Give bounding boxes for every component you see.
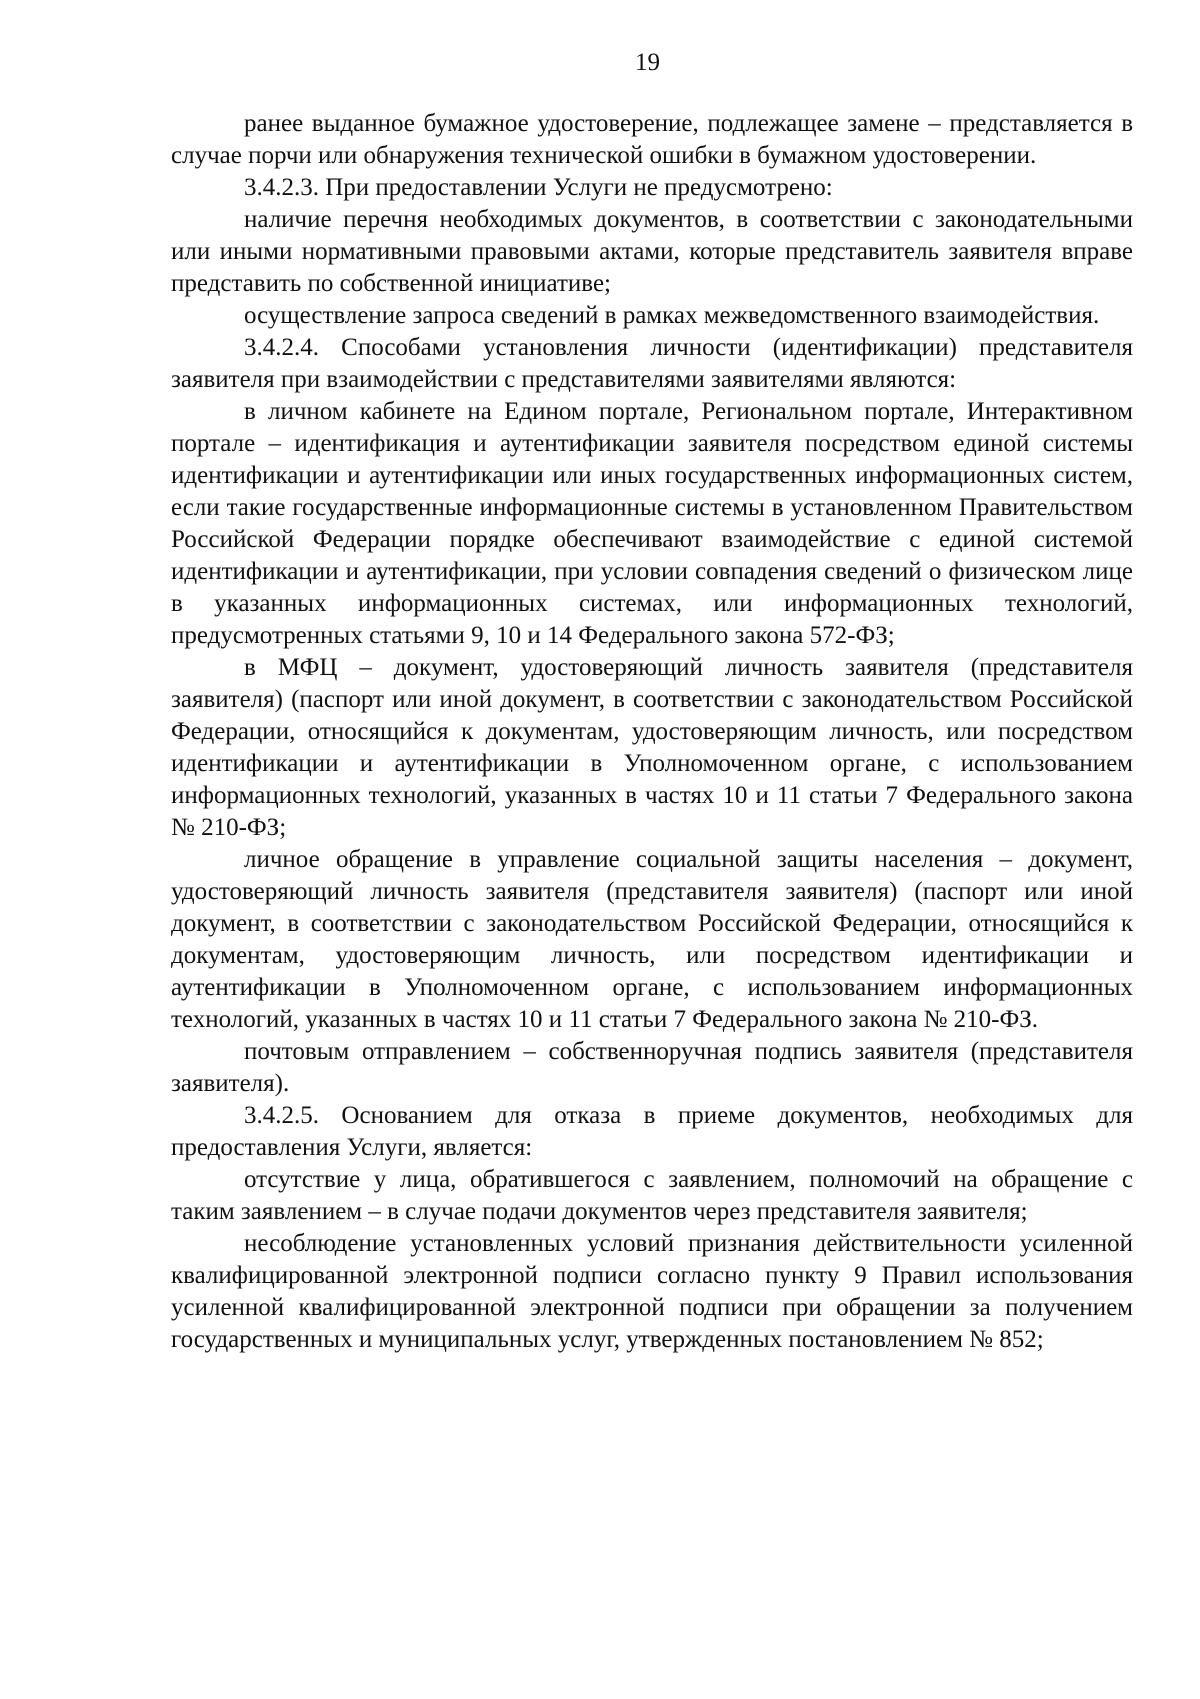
- paragraph-8: личное обращение в управление социальной защиты населения – документ, удостоверяющий личность заявителя (представителя заявителя) (паспорт или иной документ, в соответствии с законодательством Российской Федерации, относящийся к документам, удостоверяющим личность, или посредством идентификации и аутентификации в Уполномоченном органе, с использованием информационных технологий, указанных в частях 10 и 11 статьи 7 Федерального закона № 210-ФЗ.: [171, 846, 1133, 1033]
- paragraph-10: 3.4.2.5. Основанием для отказа в приеме документов, необходимых для предоставления Услуги, является:: [171, 1102, 1133, 1161]
- paragraph-4: осуществление запроса сведений в рамках межведомственного взаимодействия.: [244, 302, 1100, 329]
- paragraph-2: 3.4.2.3. При предоставлении Услуги не предусмотрено:: [244, 174, 833, 201]
- paragraph-3: наличие перечня необходимых документов, в соответствии с законодательными или иными нормативными правовыми актами, которые представитель заявителя вправе представить по собственной инициативе;: [171, 206, 1133, 297]
- page-number: 19: [635, 49, 660, 76]
- paragraph-7: в МФЦ – документ, удостоверяющий личность заявителя (представителя заявителя) (паспорт или иной документ, в соответствии с законодательством Российской Федерации, относящийся к документам, удостоверяющим личность, или посредством идентификации и аутентификации в Уполномоченном органе, с использованием информационных технологий, указанных в частях 10 и 11 статьи 7 Федерального закона № 210-ФЗ;: [171, 654, 1133, 841]
- paragraph-9: почтовым отправлением – собственноручная подпись заявителя (представителя заявителя).: [171, 1038, 1133, 1097]
- paragraph-6: в личном кабинете на Едином портале, Региональном портале, Интерактивном портале – идентификация и аутентификации заявителя посредством единой системы идентификации и аутентификации или иных государственных информационных систем, если такие государственные информационные системы в установленном Правительством Российской Федерации порядке обеспечивают взаимодействие с единой системой идентификации и аутентификации, при условии совпадения сведений о физическом лице в указанных информационных системах, или информационных технологий, предусмотренных статьями 9, 10 и 14 Федерального закона 572-ФЗ;: [171, 398, 1133, 649]
- document-body: [171, 108, 1133, 1356]
- paragraph-1: ранее выданное бумажное удостоверение, подлежащее замене – представляется в случае порчи или обнаружения технической ошибки в бумажном удостоверении.: [171, 110, 1133, 169]
- paragraph-11: отсутствие у лица, обратившегося с заявлением, полномочий на обращение с таким заявлением – в случае подачи документов через представителя заявителя;: [171, 1166, 1133, 1225]
- paragraph-12: несоблюдение установленных условий признания действительности усиленной квалифицированной электронной подписи согласно пункту 9 Правил использования усиленной квалифицированной электронной подписи при обращении за получением государственных и муниципальных услуг, утвержденных постановлением № 852;: [171, 1230, 1133, 1353]
- paragraph-5: 3.4.2.4. Способами установления личности (идентификации) представителя заявителя при взаимодействии с представителями заявителями являются:: [171, 334, 1133, 393]
